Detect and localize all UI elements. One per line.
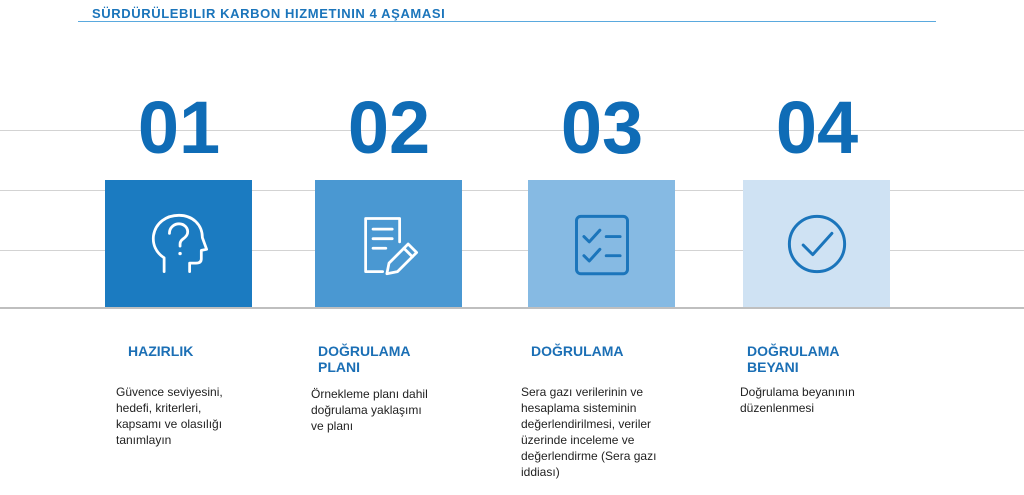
- step-description-1: Güvence seviyesini, hedefi, kriterleri, kapsamı ve olasılığı tanımlayın: [116, 385, 223, 447]
- step-box-3: [528, 180, 675, 307]
- step-description-2: Örnekleme planı dahil doğrulama yaklaşımı ve planı: [311, 387, 428, 433]
- step-description-4: Doğrulama beyanının düzenlenmesi: [740, 385, 855, 415]
- step-number-2: 02: [347, 86, 431, 169]
- step-title-4: DOĞRULAMA BEYANI: [747, 343, 840, 375]
- step-title-2: DOĞRULAMA PLANI: [318, 343, 411, 375]
- step-title-1: HAZIRLIK: [128, 343, 194, 359]
- document-pencil-icon: [355, 210, 423, 278]
- step-description-3: Sera gazı verilerinin ve hesaplama sisteminin değerlendirilmesi, veriler üzerinde inceleme ve değerlendirme (Sera gazı iddiası): [521, 385, 657, 479]
- title-divider: [78, 21, 936, 22]
- step-number-4: 04: [775, 86, 859, 169]
- check-circle-icon: [783, 210, 851, 278]
- step-number-1: 01: [137, 86, 221, 169]
- step-title-3: DOĞRULAMA: [531, 343, 624, 359]
- step-box-4: [743, 180, 890, 307]
- checklist-icon: [568, 210, 636, 278]
- head-question-icon: [145, 210, 213, 278]
- step-number-3: 03: [560, 86, 644, 169]
- baseline: [0, 307, 1024, 309]
- step-box-2: [315, 180, 462, 307]
- step-box-1: [105, 180, 252, 307]
- page-title: SÜRDÜRÜLEBILIR KARBON HIZMETININ 4 AŞAMASI: [92, 6, 446, 21]
